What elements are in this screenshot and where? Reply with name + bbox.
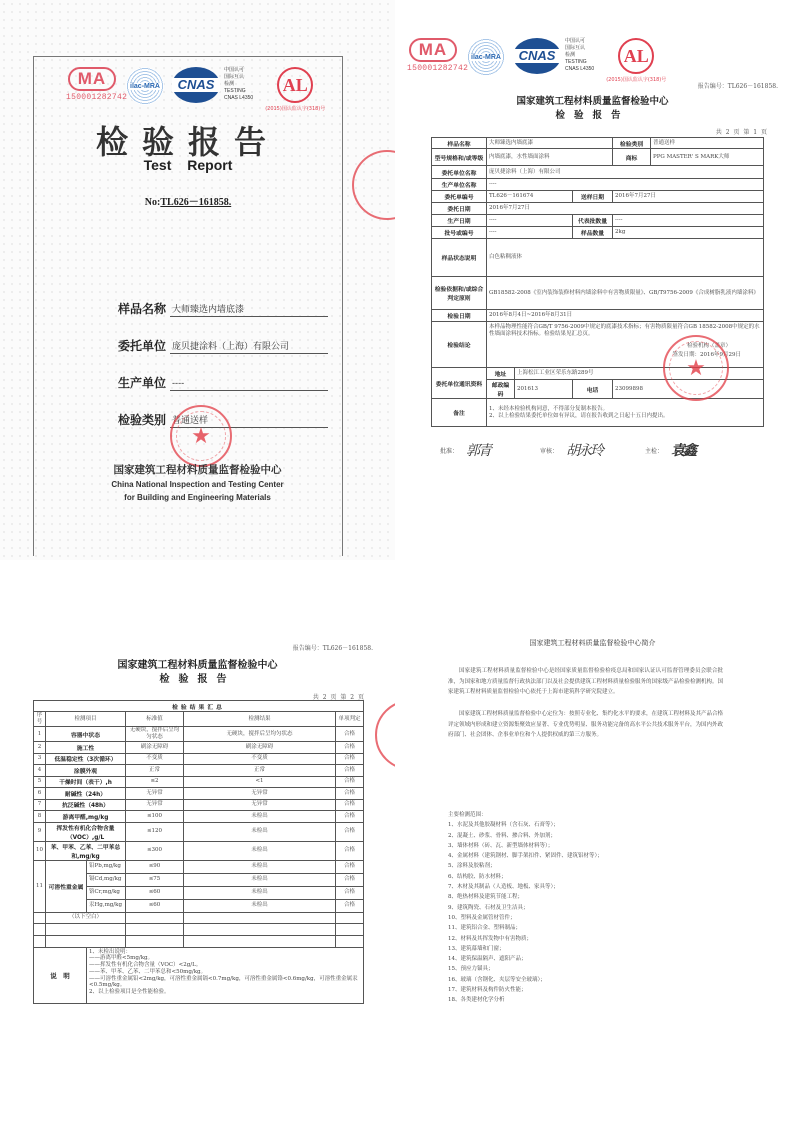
report-org: 国家建筑工程材料质量监督检验中心 [516,96,669,107]
cell-value: 2016年7月27日 [487,203,764,215]
empty-cell [34,912,46,923]
cell-result: 无异常 [184,788,336,800]
field-label: 生产单位 [118,376,167,390]
scope-title: 主要检测范围： [448,812,487,818]
table-row [34,912,364,923]
cell-result: 未检出 [184,860,336,873]
cell-label: 电话 [573,380,613,399]
partial-seal [352,150,395,220]
table-row [34,799,364,811]
cnas-text: CNAS [513,49,561,63]
results-table [33,700,364,1004]
cell-judge: 合格 [336,765,364,777]
cover-fields [118,280,328,428]
cell-value: 上海松江工业区荣乐东路289号 [515,368,764,380]
table-row [432,215,764,227]
empty-cell [184,912,336,923]
table-row [432,239,764,277]
cnas-text: CNAS [172,78,220,92]
result-rows [34,727,364,861]
note-line: ——可溶性重金属铅<2mg/kg，可溶性重金属镉<0.7mg/kg，可溶性重金属铬<0.6mg/kg，可溶性重金属汞<0.5mg/kg。 [89,975,358,989]
table-row [432,310,764,322]
signature: 胡永玲 [566,443,603,459]
cal-caption: (2015)国认监认字(318)号 [265,106,326,112]
cell-value: 内墙底漆，水性墙面涂料 [487,149,613,166]
cell-metal-name: 镉Cd,mg/kg [87,873,126,886]
sig-label: 主检： [645,447,664,455]
cell-result: 未检出 [184,822,336,841]
scope-item: 12、材料及其挥发物中有害物质； [448,935,532,942]
report-number: 报告编号：TL626－161858. [292,645,373,652]
scope-item: 5、涂料及胶粘剂； [448,863,496,870]
table-row [432,227,764,239]
field-label: 样品名称 [118,302,167,316]
field-label: 检验类别 [118,413,167,427]
cell-label: 备注 [432,399,487,427]
table-row [34,765,364,777]
table-row [34,923,364,935]
ilac-mra-logo [467,38,505,76]
cell-label: 批号或编号 [432,227,487,239]
scope-item: 15、预应力锚具； [448,966,494,973]
cell-label: 委托单位通讯资料 [432,368,487,399]
intro-paragraph-2: 国家建筑工程材料质量监督检验中心定位为：按照专业化、集约化水平的要求，在建筑工程材料及其产品合格评定领域内形成和建立资源集聚效应显著、专业优势明显、服务功能完备的高水平公共技术服务平台，为国内外政府部门、社会团体、企事业单位和个人提供权威的第三方服务。 [448,711,724,738]
cell-standard: ≤300 [126,841,184,860]
notes-label: 说 明 [34,947,87,1003]
note-line: ——游离甲醛<5mg/kg。 [89,955,154,962]
issue-date: 签发日期：2016年9月29日 [672,352,742,358]
cell-item: 施工性 [46,742,126,754]
remark-cell [487,399,764,427]
cell-judge: 合格 [336,727,364,742]
cell-no: 2 [34,742,46,754]
signature-approve [440,440,490,460]
cell-no: 3 [34,753,46,765]
cell-value: ---- [487,227,573,239]
cell-label: 生产单位名称 [432,179,487,191]
cnas-logo [172,67,220,103]
sig-label: 批准： [440,447,459,455]
ilac-text: ilac-MRA [130,82,160,90]
cell-label: 生产日期 [432,215,487,227]
cell-no: 6 [34,788,46,800]
official-seal [663,335,729,401]
cover-field-producer [118,354,328,391]
cell-item: 干燥时间（表干）,h [46,776,126,788]
cell-judge: 合格 [336,753,364,765]
cell-no: 11 [34,860,46,912]
remark-line: 2、以上检验结果委托单位如有异议，请在报告收到之日起十五日内提出。 [489,412,669,419]
cell-no: 1 [34,727,46,742]
cover-organization [0,462,395,503]
field-value: ---- [170,379,328,391]
table-row [432,166,764,179]
cma-mark: MA [68,67,116,91]
report-subtitle: 检验报告 [555,110,630,121]
empty-cell [336,923,364,935]
cell-no: 8 [34,811,46,823]
table-title-row [34,701,364,712]
scope-item: 8、绝热材料及建筑节能工程； [448,894,524,901]
table-row [34,776,364,788]
cell-judge: 合格 [336,899,364,912]
cal-logo [265,67,325,112]
cell-value: 201613 [515,380,573,399]
ilac-mra-logo [126,67,164,105]
table-row [34,753,364,765]
cell-metal-group: 可溶性重金属 [46,860,87,912]
signature-inspect [645,440,695,460]
cell-result: 未检出 [184,841,336,860]
cell-metal-name: 铬Cr,mg/kg [87,886,126,899]
cell-label: 送样日期 [573,191,613,203]
cma-logo [407,38,469,73]
cell-no: 7 [34,799,46,811]
cell-value: TL626－161674 [487,191,573,203]
scope-items [448,820,603,1005]
cell-label: 代表批数量 [573,215,613,227]
cnas-logo [513,38,561,74]
cal-logo [606,38,666,83]
cal-mark: AL [618,38,654,74]
cell-label: 检验结论 [432,322,487,368]
empty-cell [336,935,364,947]
cell-label: 样品数量 [573,227,613,239]
cell-result: <1 [184,776,336,788]
scope-item: 9、建筑陶瓷、石材及卫生洁具； [448,904,529,911]
table-row [432,179,764,191]
signature-review [540,440,602,460]
intro-paragraph-1: 国家建筑工程材料质量监督检验中心是经国家质量监督检验检疫总局和国家认证认可监督管理委员会联合批准，为国家和地方质量监督行政执法部门以及社会提供建筑工程材料质量检验服务的国家级产品检验检测机构。国家建筑工程材料质量监督检验中心依托于上海市建筑科学研究院建立。 [448,668,724,695]
cell-result: 无硬块，搅拌后呈均匀状态 [184,727,336,742]
intro-title: 国家建筑工程材料质量监督检验中心简介 [529,639,656,647]
cell-label: 委托日期 [432,203,487,215]
header-standard: 标准值 [126,712,184,727]
org-name-en-1: China National Inspection and Testing Center [111,480,284,489]
cell-value: 庞贝捷涂料（上海）有限公司 [487,166,764,179]
table-row [34,788,364,800]
note-line: 1、未检出说明： [89,948,131,955]
cell-judge: 合格 [336,788,364,800]
scope-item: 7、木材及其制品（人造板、地板、家具等）； [448,884,559,891]
cma-number: 150001282742 [66,93,128,102]
empty-cell [184,935,336,947]
cnas-line: 检测 [565,52,576,58]
cell-value: PPG MASTER' S MARK大师 [651,149,764,166]
cell-item: 低温稳定性（3次循环） [46,753,126,765]
cell-item: 苯、甲苯、乙苯、二甲苯总和,mg/kg [46,841,126,860]
header-no: 序号 [34,712,46,727]
cnas-line: TESTING [565,59,587,65]
scope-item: 11、建筑铝合金、塑料制品； [448,925,521,932]
star-icon: ★ [686,355,706,381]
cell-value: ---- [613,215,764,227]
seal-ring [669,341,723,395]
report-no-value: TL626－161858. [160,197,232,208]
org-name-cn: 国家建筑工程材料质量监督检验中心 [113,464,282,476]
table-row [432,138,764,149]
cell-result: 无异常 [184,799,336,811]
table-row [34,811,364,823]
table-row [34,727,364,742]
cell-item: 耐碱性（24h） [46,788,126,800]
empty-cell [336,912,364,923]
star-icon: ★ [191,423,211,449]
cell-value: 白色粘稠液体 [487,239,764,277]
cell-no: 10 [34,841,46,860]
header-judge: 单项判定 [336,712,364,727]
scope-item: 2、混凝土、砂浆、骨料、掺合料、外加剂； [448,832,557,839]
notes-row [34,947,364,1003]
field-value: 大师臻选内墙底漆 [170,302,328,317]
cell-no: 9 [34,822,46,841]
cnas-line: 检测 [224,81,235,87]
table-row [432,191,764,203]
cell-result: 正常 [184,765,336,777]
scope-list [448,810,603,1006]
table-row [432,399,764,427]
cell-value: 23099898 [613,380,764,399]
cell-item: 抗泛碱性（48h） [46,799,126,811]
cover-title: 检验报告 [95,123,280,161]
report-number: 报告编号：TL626－161858. [697,83,778,90]
cell-standard: ≤60 [126,886,184,899]
cell-standard: ≤120 [126,822,184,841]
cover-report-number [34,193,342,208]
cell-value: GB18582-2008《室内装饰装修材料内墙涂料中有害物质限量》、GB/T9756-2009《合成树脂乳液内墙涂料》 [487,277,764,310]
cell-value: 大师臻选内墙底漆 [487,138,613,149]
org-name-en-2: for Building and Engineering Materials [124,493,271,502]
cell-standard: 无异常 [126,788,184,800]
cell-judge: 合格 [336,811,364,823]
metal-rows [34,860,364,912]
cell-judge: 合格 [336,822,364,841]
header-result: 检测结果 [184,712,336,727]
cell-standard: ≤2 [126,776,184,788]
table-row [34,841,364,860]
cell-judge: 合格 [336,776,364,788]
cell-metal-name: 铅Pb,mg/kg [87,860,126,873]
report-org: 国家建筑工程材料质量监督检验中心 [117,660,278,671]
cnas-line: 国际互认 [224,74,245,80]
seal-ring [176,411,226,461]
cell-label: 型号规格和/或等级 [432,149,487,166]
cell-label: 检验类别 [613,138,651,149]
table-title: 检验结果汇总 [34,701,364,712]
cma-number: 150001282742 [407,64,469,73]
cell-value: ---- [487,179,764,191]
cell-standard: ≤75 [126,873,184,886]
ilac-text: ilac-MRA [471,53,501,61]
center-introduction-page [395,580,790,1128]
cover-page [0,0,395,560]
table-row [34,742,364,754]
cell-result: 不变质 [184,753,336,765]
cell-no: 5 [34,776,46,788]
signature: 郭青 [466,443,491,459]
cell-standard: 无异常 [126,799,184,811]
empty-cell [46,935,126,947]
report-page-1 [395,0,790,560]
cma-logo [66,67,128,102]
cma-mark: MA [409,38,457,62]
empty-cell [46,923,126,935]
table-row [432,149,764,166]
cell-standard: 不变质 [126,753,184,765]
scope-item: 1、水泥及其他胶凝材料（含石灰、石膏等）； [448,822,559,829]
table-header-row [34,712,364,727]
scope-item: 16、玻璃（含钢化、夹层等安全玻璃）； [448,976,546,983]
cell-label: 商标 [613,149,651,166]
cnas-line: 中国认可 [565,38,586,44]
cover-field-sample [118,280,328,317]
empty-cell [126,912,184,923]
table-row [34,860,364,873]
page-info: 共 2 页 第 2 页 [312,694,365,701]
blank-note: （以下空白） [46,912,126,923]
cell-label: 样品状态说明 [432,239,487,277]
note-line: 2、以上检验项目是全性能检验。 [89,989,170,996]
cell-label: 委托单位名称 [432,166,487,179]
cal-caption: (2015)国认监认字(318)号 [606,77,667,83]
cell-label: 检验日期 [432,310,487,322]
empty-cell [126,935,184,947]
empty-cell [34,923,46,935]
cell-item: 挥发性有机化合物含量（VOC）,g/L [46,822,126,841]
field-label: 委托单位 [118,339,167,353]
note-line: ——挥发性有机化合物含量（VOC）<2g/L。 [89,962,202,969]
cell-judge: 合格 [336,742,364,754]
cell-judge: 合格 [336,799,364,811]
cell-label: 检验依据和/或综合判定原则 [432,277,487,310]
report-subtitle: 检验报告 [159,674,236,685]
signature: 袁鑫 [671,443,696,459]
cell-value: ---- [487,215,573,227]
cell-result: 未检出 [184,811,336,823]
cnas-line: CNAS L4350 [224,95,254,101]
sig-label: 审核： [540,447,559,455]
table-row [432,203,764,215]
cell-standard: ≤60 [126,899,184,912]
scope-item: 14、建筑保温隔声、遮阳产品； [448,956,527,963]
certification-logos [407,38,666,83]
cell-result: 未检出 [184,873,336,886]
cell-standard: ≤100 [126,811,184,823]
cell-label: 地址 [487,368,515,380]
header-item: 检测项目 [46,712,126,727]
cnas-caption [224,67,253,102]
cell-label: 邮政编码 [487,380,515,399]
seal-label: 检验机构（盖章） [687,343,732,349]
empty-cell [34,935,46,947]
scope-item: 4、金属材料（建筑钢材、脚手架扣件、紧固件、建筑铝材等）； [448,853,603,860]
cover-title-en: Test Report [143,157,233,173]
field-value: 普通送样 [170,413,328,428]
cal-mark: AL [277,67,313,103]
cell-label: 委托单编号 [432,191,487,203]
cell-standard: ≤90 [126,860,184,873]
table-row [34,822,364,841]
scope-item: 3、墙体材料（砖、瓦、新型墙体材料等）； [448,842,554,849]
cover-field-client [118,317,328,354]
cell-standard: 刷涂无障碍 [126,742,184,754]
cell-no: 4 [34,765,46,777]
scope-item: 13、建筑幕墙和门窗； [448,945,505,952]
cell-item: 游离甲醛,mg/kg [46,811,126,823]
scope-item: 18、各类建材化学分析 [448,997,505,1004]
note-line: ——苯、甲苯、乙苯、二甲苯总和<50mg/kg。 [89,968,207,975]
cnas-caption [565,38,594,73]
table-row [34,935,364,947]
remark-line: 1、未经本检验机构同意，不得部分复制本报告。 [489,405,609,412]
notes-cell [87,947,364,1003]
cell-judge: 合格 [336,860,364,873]
cnas-line: TESTING [224,88,246,94]
cell-result: 刷涂无障碍 [184,742,336,754]
cell-metal-name: 汞Hg,mg/kg [87,899,126,912]
cnas-line: CNAS L4350 [565,66,595,72]
certification-logos [66,67,325,112]
report-no-label: No: [144,197,161,208]
scope-item: 17、建筑材料及构件防火性能； [448,987,527,994]
scope-item: 10、塑料及金属管材管件； [448,914,516,921]
cell-value: 2016年8月4日~2016年8月31日 [487,310,764,322]
cell-result: 未检出 [184,886,336,899]
cell-value: 2016年7月27日 [613,191,764,203]
empty-cell [126,923,184,935]
report-page-2 [0,580,395,1128]
cnas-line: 国际互认 [565,45,586,51]
cell-result: 未检出 [184,899,336,912]
cnas-line: 中国认可 [224,67,245,73]
cell-value: 2kg [613,227,764,239]
cell-judge: 合格 [336,873,364,886]
table-row [432,277,764,310]
field-value: 庞贝捷涂料（上海）有限公司 [170,339,328,354]
cell-label: 样品名称 [432,138,487,149]
page-info: 共 2 页 第 1 页 [715,129,768,136]
partial-seal [375,700,395,770]
cell-value: 普通送样 [651,138,764,149]
empty-cell [184,923,336,935]
cell-standard: 正常 [126,765,184,777]
cell-item: 涂膜外观 [46,765,126,777]
cell-item: 容器中状态 [46,727,126,742]
cell-judge: 合格 [336,886,364,899]
conclusion-text: 本样品物理性能符合GB/T 9756-2009中规定的底漆技术指标；有害物质限量符合GB 18582-2008中规定的水性墙面涂料技术指标。检验结果见汇总页。 [489,324,760,337]
official-seal [170,405,232,467]
cell-standard: 无硬块，搅拌后呈均匀状态 [126,727,184,742]
cell-judge: 合格 [336,841,364,860]
scope-item: 6、结构胶、防水材料； [448,873,507,880]
